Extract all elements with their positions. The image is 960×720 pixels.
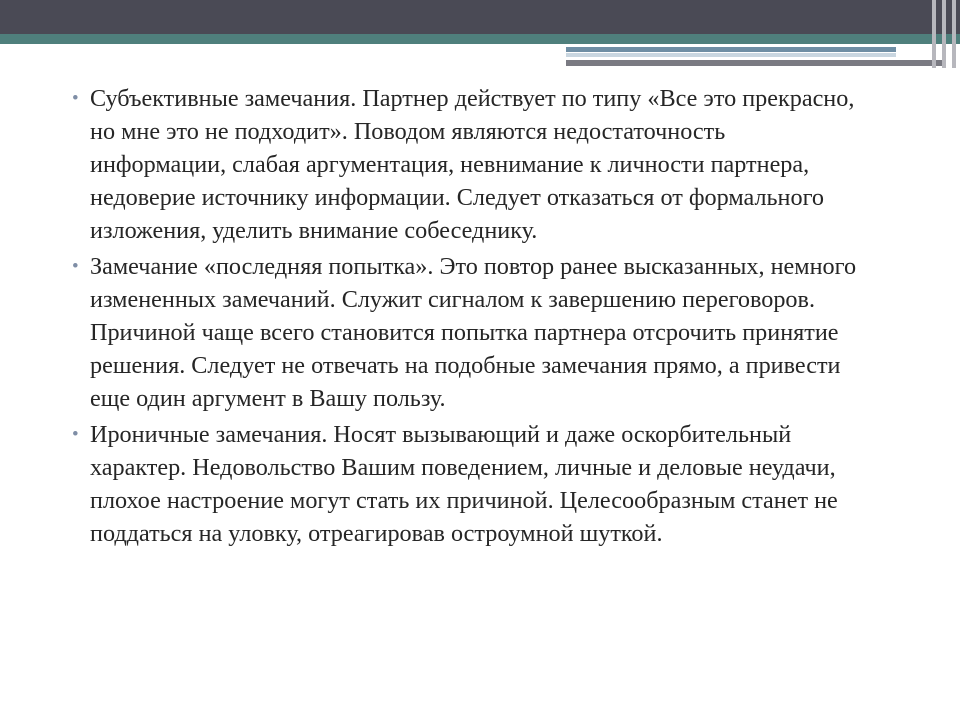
bullet-text: Субъективные замечания. Партнер действует по типу «Все это прекрасно, но мне это не подходит». Поводом являются недостаточность информации, слабая аргументация, невнимание к личности партнера, недоверие источнику информации. Следует отказаться от формального изложения, уделить внимание собеседнику. [90, 85, 855, 244]
header-accent-line-light [566, 53, 896, 57]
bullet-text: Замечание «последняя попытка». Это повтор ранее высказанных, немного измененных замечаний. Служит сигналом к завершению переговоров. Причиной чаще всего становится попытка партнера отсрочить принятие решения. Следует не отвечать на подобные замечания прямо, а привести еще один аргумент в Вашу пользу. [90, 253, 857, 412]
bullet-icon: • [72, 256, 79, 277]
bullet-icon: • [72, 88, 79, 109]
bullet-item [70, 250, 860, 415]
bullet-text: Ироничные замечания. Носят вызывающий и даже оскорбительный характер. Недовольство Вашим поведением, личные и деловые неудачи, плохое настроение могут стать их причиной. Целесообразным станет не поддаться на уловку, отреагировав остроумной шуткой. [90, 421, 838, 547]
bullet-item [70, 82, 860, 247]
slide-content [70, 82, 860, 553]
header-accent-line [566, 47, 896, 52]
header-accent-band [0, 34, 960, 44]
bullet-icon: • [72, 424, 79, 445]
header-band [0, 0, 960, 34]
header-accent-line-gray [566, 60, 946, 66]
bullet-item [70, 418, 860, 550]
corner-stripes [928, 0, 960, 68]
